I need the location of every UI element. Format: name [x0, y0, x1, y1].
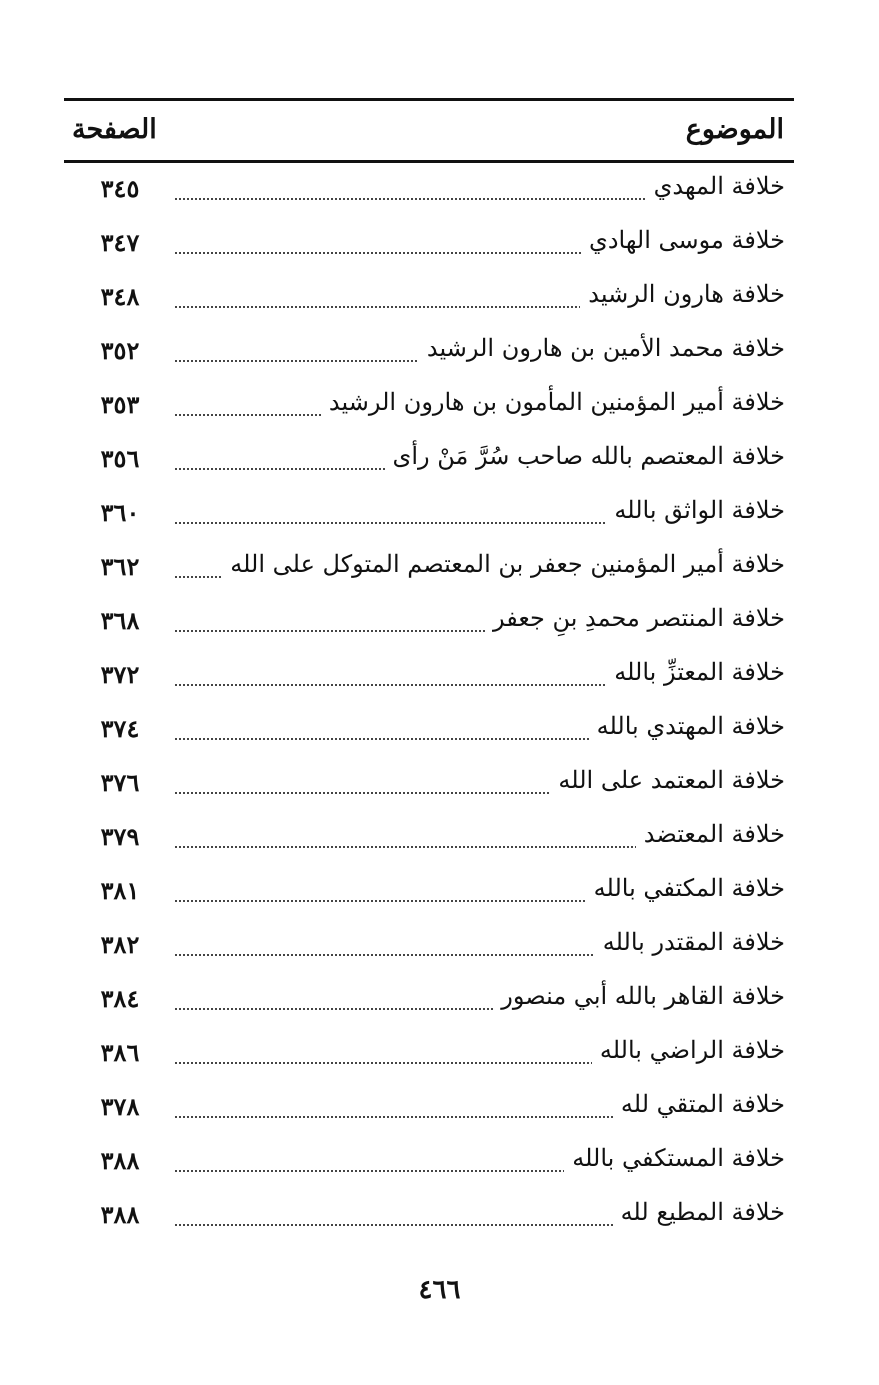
- toc-entry-page: ٣٦٢: [100, 552, 140, 581]
- toc-entry-title: خلافة موسى الهادي: [581, 226, 785, 254]
- toc-entry-page: ٣٦٠: [100, 498, 140, 527]
- toc-entry-title: خلافة هارون الرشيد: [580, 280, 785, 308]
- toc-entry-page: ٣٤٨: [100, 282, 140, 311]
- toc-entry-page: ٣٨١: [100, 876, 140, 905]
- toc-entry: [80, 490, 785, 544]
- toc-entry-title: خلافة الواثق بالله: [606, 496, 785, 524]
- header-bottom-rule: [64, 160, 794, 163]
- toc-entry: [80, 598, 785, 652]
- toc-entry: [80, 274, 785, 328]
- toc-entry-page: ٣٨٢: [100, 930, 140, 959]
- toc-entry-page: ٣٤٥: [100, 174, 140, 203]
- toc-entry-title: خلافة المعتمد على الله: [550, 766, 785, 794]
- page-number: ٤٦٦: [418, 1275, 461, 1305]
- toc-entry: [80, 868, 785, 922]
- toc-entry-title: خلافة المهدي: [646, 172, 785, 200]
- toc-entry: [80, 166, 785, 220]
- toc-entry-page: ٣٨٨: [100, 1146, 140, 1175]
- toc-entry-page: ٣٧٢: [100, 660, 140, 689]
- toc-entry-title: خلافة الراضي بالله: [592, 1036, 785, 1064]
- toc-entry: [80, 220, 785, 274]
- toc-entry-title: خلافة المتقي لله: [613, 1090, 785, 1118]
- toc-entry: [80, 382, 785, 436]
- column-header-subject: الموضوع: [685, 114, 784, 145]
- toc-entry-page: ٣٤٧: [100, 228, 140, 257]
- toc-entry: [80, 652, 785, 706]
- toc-entry-title: خلافة المكتفي بالله: [586, 874, 785, 902]
- toc-entry-page: ٣٧٦: [100, 768, 140, 797]
- table-of-contents: [80, 166, 785, 1246]
- toc-entry-page: ٣٨٨: [100, 1200, 140, 1229]
- toc-entry: [80, 814, 785, 868]
- toc-entry-title: خلافة محمد الأمين بن هارون الرشيد: [419, 334, 785, 362]
- toc-entry: [80, 544, 785, 598]
- toc-entry-title: خلافة المطيع لله: [613, 1198, 785, 1226]
- toc-entry-page: ٣٧٨: [100, 1092, 140, 1121]
- toc-entry-title: خلافة المستكفي بالله: [564, 1144, 785, 1172]
- toc-entry-page: ٣٥٦: [100, 444, 140, 473]
- toc-entry: [80, 706, 785, 760]
- toc-entry: [80, 1192, 785, 1246]
- toc-entry: [80, 1084, 785, 1138]
- toc-entry: [80, 1030, 785, 1084]
- toc-entry: [80, 328, 785, 382]
- toc-entry-title: خلافة المعتضد: [636, 820, 785, 848]
- toc-entry-page: ٣٦٨: [100, 606, 140, 635]
- toc-entry-page: ٣٥٢: [100, 336, 140, 365]
- toc-entry: [80, 436, 785, 490]
- toc-entry-title: خلافة المقتدر بالله: [595, 928, 785, 956]
- toc-entry: [80, 760, 785, 814]
- toc-entry-page: ٣٨٤: [100, 984, 140, 1013]
- toc-entry-title: خلافة المنتصر محمدِ بنِ جعفر: [485, 604, 785, 632]
- column-header-page: الصفحة: [72, 114, 157, 145]
- toc-entry: [80, 922, 785, 976]
- toc-entry: [80, 1138, 785, 1192]
- toc-entry-title: خلافة المعتصم بالله صاحب سُرَّ مَنْ رأى: [385, 442, 785, 470]
- toc-entry: [80, 976, 785, 1030]
- toc-entry-title: خلافة القاهر بالله أبي منصور: [493, 982, 785, 1010]
- toc-entry-page: ٣٧٩: [100, 822, 140, 851]
- toc-entry-page: ٣٥٣: [100, 390, 140, 419]
- toc-entry-title: خلافة أمير المؤمنين جعفر بن المعتصم المتوكل على الله: [222, 550, 785, 578]
- toc-entry-title: خلافة أمير المؤمنين المأمون بن هارون الرشيد: [321, 388, 785, 416]
- toc-entry-title: خلافة المعتزِّ بالله: [606, 658, 785, 686]
- toc-entry-page: ٣٨٦: [100, 1038, 140, 1067]
- toc-entry-page: ٣٧٤: [100, 714, 140, 743]
- header-top-rule: [64, 98, 794, 101]
- toc-entry-title: خلافة المهتدي بالله: [589, 712, 785, 740]
